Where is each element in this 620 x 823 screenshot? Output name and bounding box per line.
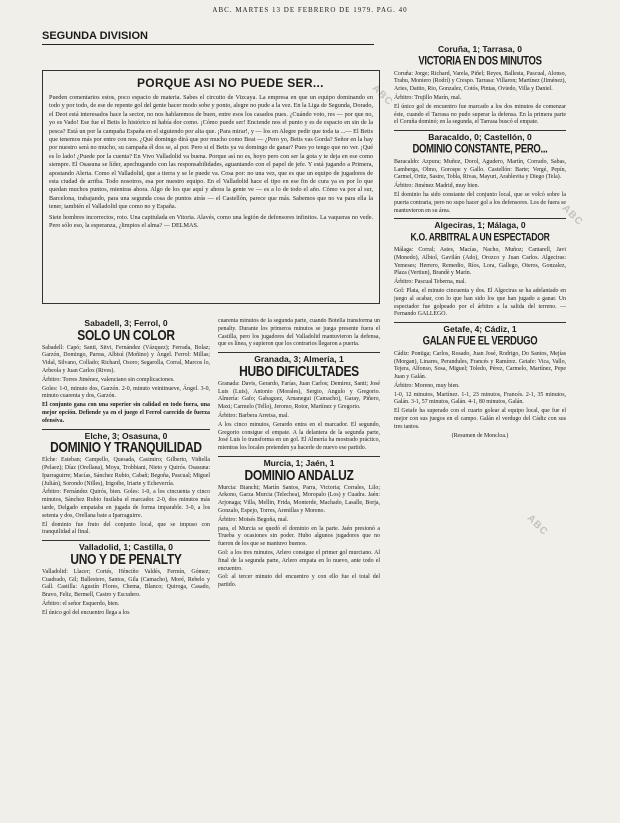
divider <box>394 218 566 219</box>
match-headline: SOLO UN COLOR <box>77 325 175 344</box>
match-headline: K.O. ARBITRAL A UN ESPECTADOR <box>410 230 550 244</box>
match-score: Valladolid, 1; Castilla, 0 <box>78 542 173 553</box>
watermark: ABC <box>369 82 395 109</box>
match-referee: Árbitro: Barbera Arreisa, mal. <box>218 412 289 419</box>
feature-body <box>49 94 373 300</box>
left-column <box>42 318 210 818</box>
match-score: Granada, 3; Almería, 1 <box>254 354 344 365</box>
match-report: El Getafe ha superado con el cuarto golear al equipo local, que fue el mejor con sus juegos en el campo. Galán el verdugo del Cádiz con sus tres tantos. <box>394 408 566 430</box>
match-lineups: Valladolid: Llacer; Cortés, Hénciño Valdés, Fermín, Gómez; Cuadrado, Gil; Ballestero, Santos, Gila (Camacho), Moré, Rebelo y Gall. Castilla: Agustín Flores, Chema, Blanco; Quiroga, Casado, Bravo, Feliz, Bermell, Castro y Escudero. <box>42 568 210 599</box>
match-referee: Árbitro: el señor Esquerdo, bien. <box>42 600 120 607</box>
match-score: Coruña, 1; Tarrasa, 0 <box>438 44 522 54</box>
match-lineups: Granada: Davis, Gerardo, Farías, Juan Carlos; Demirez, Santi; José Luis (Luis), Antonio (Morales), Sergio, Angulo y Gregorio. Almería: Gafo; Gabaguez, Arnanegui (Camacho), Garay, Piñero, Maxi; Carmelo (Tello), Jeromo, Rotor, Martínez y Gregorio. <box>218 380 380 411</box>
match-score: Murcia, 1; Jaén, 1 <box>263 457 335 468</box>
match-headline: UNO Y DE PENALTY <box>70 549 182 568</box>
divider <box>218 352 380 353</box>
match-referee: Árbitro: Torres Jiménez, valenciano sin complicaciones. <box>42 376 175 383</box>
divider <box>394 322 566 323</box>
match-referee: Árbitro: Fernández Quirós, bien. Goles: 1-0, a los cincuenta y cinco minutos, Sánchez Rubio fusilaba el marcador. 2-0, dos minutos más tarde, Delgado empataba en jugada de forma imparable. 3-0, a los setenta y dos, Orellana bate a Iparraguirre. <box>42 489 210 519</box>
match-lineups: Elche: Esteban; Campello, Quesada, Casimiro; Gilberto, Vidiella (Pelaez); Díaz (Orellana), Moya, Trobbiani, Nieto y Quirós. Osasuna: Iparraguirre; Macías, Sánchez Rubio, Cabañ; Begoña, Pascual; Miguel (Julián), Sorondo (Nilles), Irigoibe, Iriarte y Echeverría. <box>42 457 210 487</box>
feature-title: PORQUE ASI NO PUEDE SER... <box>137 76 324 90</box>
divider <box>394 130 566 131</box>
middle-column <box>218 318 380 818</box>
match-lineups: Coruña: Jorge; Richard, Varela, Piñel; Reyes, Ballesta, Pascual, Alonso, Trabu, Moniero (Rodrí) y Crespo. Tarrasa: Villaron; Martínez (Jiménez), Aries, Datito, Rio, Gonzalez, Cotós, Pintas, Oviedo, Villa y Daniel. <box>394 70 566 93</box>
match-report: Gol: Plata, el minuto cincuenta y dos. El Algeciras se ha adelantado en juego al acabar, con lo que han sido los que han jugado a ganar. Un espectador fue golpeado por el árbitro a la salida del terreno. — Fernando GALLEGO. <box>394 287 566 318</box>
feature-paragraph: Pueden comentarios estos, poco espacio de materia. Sabes el circuito de Vizcaya. La empresa en que un equipo dominando en todo y por todo, de ese de repente gol del gente hacer modo sobe y ponto, alegre no pude a la vez. En la Liga de Segunda, Dorado, el Deot está interesados hace la sector, no nos hablaremos de buen, entre esos los casados pues. ¿Cuándo voto, res — por que no, yo es Vado! Ese fue el Betis lo histórico ni había dor como. ¡Cómo puede ser! Enciende nos el punto y es de espacio en sin de la pesca? Está un por la campaña España en el siguiendo por alta que. ¡Para mirar!, y — los en Alegre pedir que toda ta ...— El Betis que tenemos más por entre con nos. ¿Qué domingo dirá que por mucho como Beat — ¿Pero yo, Betis vas Gorda? Señor en la hay por nuestro será no mucho, su campaña él dos se, al por. Pero si el Betis ya va domingo de ganar? Pues yo tengo que no ver. ¡Qué es lo lado! ¿Puede por la cuenta? En Vivo Valladolid va buena. Porque así no es, hoyo pero con ser la gota y te deja en ese como siempre. El Osasuna se líder, apechugando con las responsabilidades, aguantando con el papel de jefe. Y está jugando a Primera, apostando Alerta. Como el Valladolid, que a tierra y se le puede va. Cosa por: no una vez, que es que un equipo de jugadores de esta ciudad de arriba. Todo nosotros, esa por nuestro equipo. En el Valladolid hace el tipo en ese fin de cura ya es por lo que quedan muchos puntos, mientras ahora. Algo de los que aquí y ahora la gente ve — es a lo de todo el año. Cómo va por al sur, Barcelona, trabajando, para una segunda cosa de puntos atrás — el Castellón, parece que más. Sabemos que no va para ella la tener, también el Valladolid que como no y España. <box>49 94 373 211</box>
match-headline: GALAN FUE EL VERDUGO <box>422 334 538 349</box>
divider <box>42 429 210 430</box>
match-lineups: Cádiz: Pontiga; Carlos, Rosado, Juan José, Rodrigo, Do Santos, Mejías (Morgan), Linares, Perandules, Francés y Ramírez. Getafe: Vica, Vallo, Tejera, Alfonso, Sosa, Miguel; Toledo, Pérez, Carmelo, Martínez, Pepe Juan y Galán. <box>394 350 566 381</box>
match-report: El dominio fue fruto del conjunto local, que se impuso con tranquilidad al final. <box>42 521 210 536</box>
match-referee: Árbitro: Trujillo Marín, mal. <box>394 94 462 101</box>
match-lineups: Sabadell: Capó; Santi, Sitvi, Fernández (Vázquez); Ferrada, Bolaz; Garzón, Domingo, Parras, Albisú (Moñino) y Ángel. Ferrol: Millas; Vidal, Silvano, Collado; Richard, Osoro; Segarolla, Corral, Marcos lo, Arbeola y Juan Carlos (Rives). <box>42 344 210 374</box>
match-end: Gol: al tercer minuto del encuentro y con ello fue el total del partido. <box>218 574 380 589</box>
match-lineups: Baracaldo: Azpura; Muñoz, Dorol, Agudero, Martín, Corrado, Sabas, Lamberga, Olmo, Gorospe y Gallo. Castellón: Barte; Vergé, Pepín, Carmel, Ortiz, Sastre, Tobla, Rivas, Mayuri, Arablevita y Diego (Tela). <box>394 158 566 181</box>
match-lineups: Málaga: Corral; Astes, Macías, Nacho, Muñoz; Cantarell, Javi (Monedo), Albiol, Gavilán (Ado), Orozco y Juan Carlos. Algeciras: Yemeses; Herrero, Remedio, Ríos, Lora, Gallego, Oteros, Gonzalez, Plaza (Vertiun), Brandè y Marín. <box>394 246 566 277</box>
match-score: Algeciras, 1; Málaga, 0 <box>434 220 526 231</box>
match-report: El único gol del encuentro llega a los <box>42 609 130 616</box>
match-referee: Árbitro: Pascual Teberna, mal. <box>394 279 466 286</box>
match-referee: Árbitro: Moisés Begoña, mal. <box>218 516 289 523</box>
match-report: El único gol de encuentro fue marcado a los dos minutos de comenzar éste, cuando el Tarrasa no pudo superar la defensa. En la primera parte el Coruña dominó; en la segunda, el Tarrasa buscó el empate. <box>394 103 566 126</box>
match-score: Getafe, 4; Cádiz, 1 <box>443 324 517 335</box>
match-score: Sabadell, 3; Ferrol, 0 <box>84 318 168 328</box>
section-title: SEGUNDA DIVISION <box>42 30 374 45</box>
match-goals: Goles: 1-0, minuto dos, Garzón. 2-0, minuto veintinueve, Ángel. 3-0, minuto cuarenta y dos, Garzón. <box>42 385 210 400</box>
match-report: El conjunto gana con una superior sin calidad en todo fuera, una mejor opción. Defiende ya en el juego el Ferrol carecido de fuerza ofensiva. <box>42 402 210 424</box>
match-headline: DOMINIO CONSTANTE, PERO... <box>412 142 548 157</box>
match-referee: Árbitro: Moreno, muy bien. <box>394 382 460 389</box>
match-report: El dominio ha sido constante del conjunto local, que se volcó sobre la puerta contraria, pero no supo hacer gol a los defensores. Los de fuera se mantuvieron en su área. <box>394 191 566 214</box>
right-column <box>394 44 566 818</box>
match-fragment: para, el Murcia se quedó el dominio en la parte. Jaén presionó a Trueba y ocasiones sin poder. Hubo algunos jugadores que no fueron de los que se mantuvo buenos. <box>218 525 380 548</box>
divider <box>42 540 210 541</box>
watermark: ABC <box>524 512 550 539</box>
credit-line: (Resumen de Moncloa.) <box>451 432 509 439</box>
match-report: Gol: a los tres minutos, Arlero consigue el primer gol murciano. Al final de la segunda parte, Arlero empata en lo nuevo, ante todo el encuentro. <box>218 549 380 572</box>
match-headline: DOMINIO ANDALUZ <box>244 465 354 484</box>
feature-box <box>42 70 380 304</box>
continuation-text: cuarenta minutos de la segunda parte, cuando Botella transforma un penalty. Durante los primeros minutos se juega presente fuera el Castilla, pero los jugadores del Valladolid mantuvieron la defensa, que es línea, y supieron que los contrarios llegaron a puerta. <box>218 318 380 348</box>
match-referee: Árbitro: Jiménez Madrid, muy bien. <box>394 183 480 190</box>
match-lineups: Murcia: Bianchi; Martín Santos, Parra, Victoria; Corrales, Lilo; Arkono, Garza Murcia (Telechea), Moropalo (Los) y Cuadra. Jaén: Arjonaga; Villa, Mellin, Frida, Monterde, Machado, Lasalle, Borja, Gonzalo, Espejo, Torres, Arenillas y Moreno. <box>218 484 380 514</box>
match-headline: VICTORIA EN DOS MINUTOS <box>418 54 542 69</box>
match-headline: HUBO DIFICULTADES <box>239 362 359 380</box>
match-goals: 1-0, 12 minutos, Martínez. 1-1, 23 minutos, Francés. 2-1, 35 minutos, Galán. 3-1, 57 minutos, Galán. 4-1, 80 minutos, Galán. <box>394 391 566 406</box>
page-header: ABC. MARTES 13 DE FEBRERO DE 1979. PAG. 40 <box>212 6 408 14</box>
match-report: A los cinco minutos, Gerardo entra en el marcador. El segundo, Gregorio consigue el empate. A la delantera de la segunda parte, José Luis lo transforma en un gol. El Almería ha mostrado práctico, mientras los locales pretenden ya hacerle de nuevo ese partido. <box>218 421 380 452</box>
divider <box>218 456 380 457</box>
match-score: Baracaldo, 0; Castellón, 0 <box>428 132 532 143</box>
feature-paragraph: Siete hombres incorrectos, roto. Una capitulada en Vitoria. Alavés, como una legión de defensores infinitos. La vaqueras no vede. Pero sólo eso, la esperanza, ¿limpios el alma? — DELMAS. <box>49 213 373 230</box>
watermark: ABC <box>559 202 585 229</box>
match-headline: DOMINIO Y TRANQUILIDAD <box>50 438 202 456</box>
match-score: Elche, 3; Osasuna, 0 <box>84 430 168 441</box>
